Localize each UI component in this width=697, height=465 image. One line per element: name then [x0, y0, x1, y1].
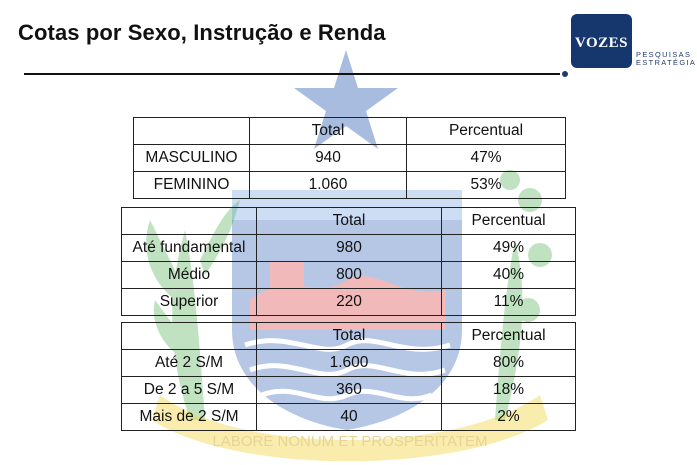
row-label: De 2 a 5 S/M [122, 377, 257, 404]
motto-text: LABORE NONUM ET PROSPERITATEM [212, 433, 488, 450]
row-total: 980 [257, 235, 442, 262]
row-percent: 18% [442, 377, 576, 404]
table-header-row [122, 208, 576, 235]
row-percent: 11% [442, 289, 576, 316]
header-cell-total: Total [250, 118, 407, 145]
vozes-logo [571, 14, 632, 68]
header-cell-empty [122, 323, 257, 350]
header-cell-empty [122, 208, 257, 235]
row-total: 40 [257, 404, 442, 431]
logo-tagline [636, 51, 696, 67]
table-renda [121, 322, 576, 431]
row-label: Até 2 S/M [122, 350, 257, 377]
row-percent: 40% [442, 262, 576, 289]
header-cell-total: Total [257, 208, 442, 235]
table-row [122, 235, 576, 262]
row-total: 800 [257, 262, 442, 289]
logo-wordmark: VOZES [574, 34, 629, 51]
logo-tagline-line1: PESQUISAS [636, 50, 692, 59]
header-cell-empty [134, 118, 250, 145]
row-total: 220 [257, 289, 442, 316]
row-label: Médio [122, 262, 257, 289]
table-row [122, 404, 576, 431]
row-total: 940 [250, 145, 407, 172]
row-percent: 53% [407, 172, 566, 199]
row-percent: 47% [407, 145, 566, 172]
table-header-row [122, 323, 576, 350]
row-label: Até fundamental [122, 235, 257, 262]
table-row [122, 262, 576, 289]
row-total: 1.600 [257, 350, 442, 377]
table-instrucao [121, 207, 576, 316]
row-percent: 49% [442, 235, 576, 262]
table-row [134, 172, 566, 199]
header-cell-percentual: Percentual [442, 208, 576, 235]
underline-dot [562, 71, 568, 77]
row-label: MASCULINO [134, 145, 250, 172]
row-total: 1.060 [250, 172, 407, 199]
logo-tagline-line2: ESTRATÉGIA [636, 58, 697, 67]
page-title: Cotas por Sexo, Instrução e Renda [18, 20, 386, 45]
row-total: 360 [257, 377, 442, 404]
table-row [122, 289, 576, 316]
title-underline [24, 73, 560, 75]
row-percent: 80% [442, 350, 576, 377]
row-label: FEMININO [134, 172, 250, 199]
row-percent: 2% [442, 404, 576, 431]
header-cell-percentual: Percentual [442, 323, 576, 350]
row-label: Mais de 2 S/M [122, 404, 257, 431]
row-label: Superior [122, 289, 257, 316]
header-cell-percentual: Percentual [407, 118, 566, 145]
table-row [122, 377, 576, 404]
table-header-row [134, 118, 566, 145]
table-row [122, 350, 576, 377]
table-row [134, 145, 566, 172]
table-sexo [133, 117, 566, 199]
header-cell-total: Total [257, 323, 442, 350]
